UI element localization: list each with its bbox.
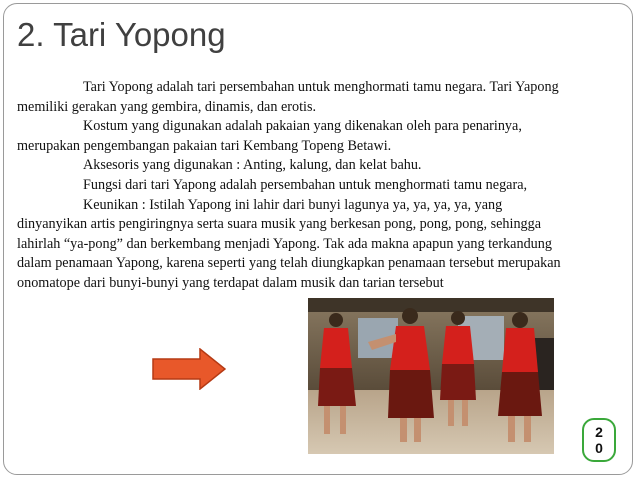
body-line: memiliki gerakan yang gembira, dinamis, dan erotis. [17,98,317,115]
page-number-badge [582,418,616,462]
slide-body [17,78,621,294]
body-line: Fungsi dari tari Yapong adalah persembahan untuk menghormati tamu negara, [83,176,528,193]
body-line: lahirlah “ya-pong” dan berkembang menjadi Yapong. Tak ada makna apapun yang terkandung [17,235,552,252]
right-arrow-icon [152,348,226,390]
slide-title: 2. Tari Yopong [17,16,226,53]
body-line: dinyanyikan artis pengiringnya serta suara musik yang berkesan pong, pong, pong, sehingga [17,216,542,233]
body-line: Tari Yopong adalah tari persembahan untuk menghormati tamu negara. Tari Yapong [83,79,559,95]
body-line: dalam penamaan Yapong, karena seperti yang telah diungkapkan penamaan tersebut merupakan [17,255,561,272]
body-line: merupakan pengembangan pakaian tari Kembang Topeng Betawi. [17,137,392,154]
dancers-photo [308,298,554,454]
body-line: onomatope dari bunyi-bunyi yang terdapat dalam musik dan tarian tersebut [17,274,444,291]
page-number-digit: 0 [595,440,603,456]
body-line: Kostum yang digunakan adalah pakaian yang dikenakan oleh para penarinya, [83,118,522,135]
page-number-digit: 2 [595,424,603,440]
body-line: Aksesoris yang digunakan : Anting, kalung, dan kelat bahu. [83,157,422,174]
body-line: Keunikan : Istilah Yapong ini lahir dari bunyi lagunya ya, ya, ya, ya, yang [83,196,503,213]
